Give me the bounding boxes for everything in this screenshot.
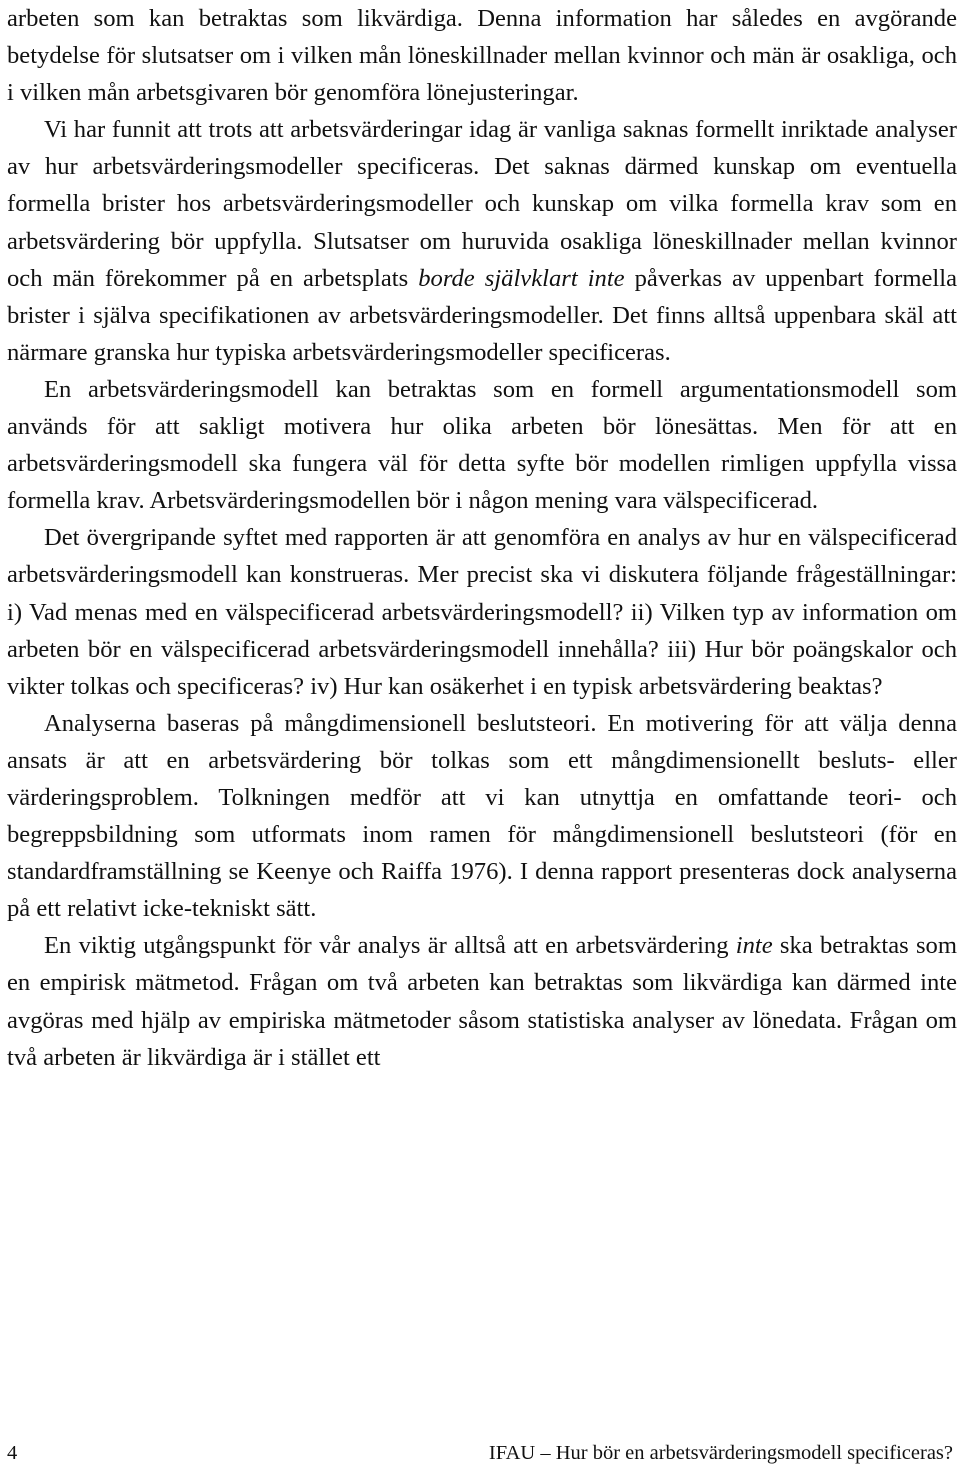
paragraph-1-text: arbeten som kan betraktas som likvärdiga. Denna information har således en avgörande betydelse för slutsatser om i vilken mån löneskillnader mellan kvinnor och män är osakliga, och i vilken mån arbetsgivaren bör genomföra lönejusteringar.: [7, 5, 957, 107]
paragraph-2: [7, 111, 957, 371]
page-number: 4: [7, 1442, 18, 1464]
paragraph-4: [7, 519, 957, 704]
running-title: IFAU – Hur bör en arbetsvärderingsmodell specificeras?: [488, 1442, 953, 1464]
paragraph-2-emphasis: borde självklart inte: [418, 264, 625, 292]
paragraph-3: [7, 371, 957, 519]
paragraph-3-text: En arbetsvärderingsmodell kan betraktas som en formell argumentationsmodell som används för att sakligt motivera hur olika arbeten bör lönesättas. Men för att en arbetsvärderingsmodell ska fungera väl för detta syfte bör modellen rimligen uppfylla vissa formella krav. Arbetsvärderingsmodellen bör i någon mening vara välspecificerad.: [7, 375, 957, 515]
paragraph-2-text-a: Vi har funnit att trots att arbetsvärderingar idag är vanliga saknas formellt inriktade analyser av hur arbetsvärderingsmodeller specificeras. Det saknas därmed kunskap om eventuella formella brister hos arbetsvärderingsmodeller och kunskap om vilka formella krav som en arbetsvärdering bör uppfylla. Slutsatser om huruvida osakliga löneskillnader mellan kvinnor och män förekommer på en arbetsplats: [7, 116, 957, 292]
paragraph-6-text-a: En viktig utgångspunkt för vår analys är alltså att en arbetsvärdering: [44, 932, 736, 960]
paragraph-1: [7, 0, 957, 111]
page-footer: [7, 1440, 953, 1466]
paragraph-6-text-b: ska betraktas som en empirisk mätmetod. Frågan om två arbeten kan betraktas som likvärdiga kan därmed inte avgöras med hjälp av empiriska mätmetoder såsom statistiska analyser av lönedata. Frågan om två arbeten är likvärdiga är i stället ett: [7, 932, 957, 1071]
paragraph-5: [7, 705, 957, 928]
paragraph-5-text: Analyserna baseras på mångdimensionell beslutsteori. En motivering för att välja denna ansats är att en arbetsvärdering bör tolkas som ett mångdimensionellt besluts- eller värderingsproblem. Tolkningen medför att vi kan utnyttja en omfattande teori- och begreppsbildning som utformats inom ramen för mångdimensionell beslutsteori (för en standardframställning se Keenye och Raiffa 1976). I denna rapport presenteras dock analyserna på ett relativt icke-tekniskt sätt.: [7, 709, 957, 923]
paragraph-6-emphasis: inte: [735, 932, 773, 960]
body-text: [7, 0, 957, 1076]
paragraph-6: [7, 927, 957, 1075]
paragraph-4-text: Det övergripande syftet med rapporten är att genomföra en analys av hur en välspecificerad arbetsvärderingsmodell kan konstrueras. Mer precist ska vi diskutera följande frågeställningar: i) Vad menas med en välspecificerad arbetsvärderingsmodell? ii) Vilken typ av information om arbeten bör en välspecificerad arbetsvärderingsmodell innehålla? iii) Hur bör poängskalor och vikter tolkas och specificeras? iv) Hur kan osäkerhet i en typisk arbetsvärdering beaktas?: [7, 524, 957, 700]
paragraph-2-text-b: påverkas av uppenbart formella brister i själva specifikationen av arbetsvärderingsmodeller. Det finns alltså uppenbara skäl att närmare granska hur typiska arbetsvärderingsmodeller specificeras.: [7, 264, 957, 366]
